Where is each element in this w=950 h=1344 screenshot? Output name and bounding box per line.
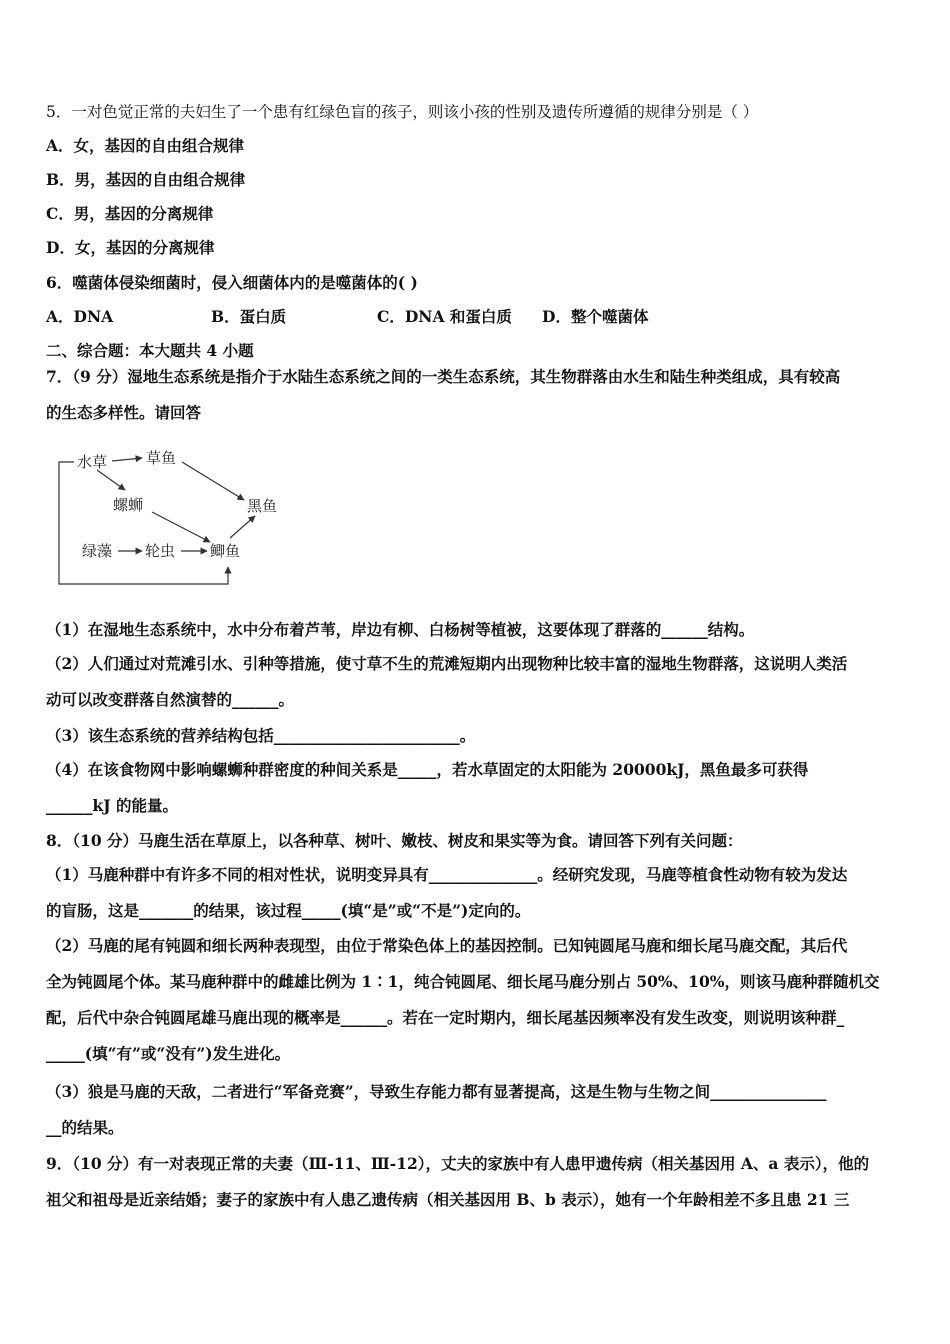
q6-option-d: D．整个噬菌体 xyxy=(542,307,649,326)
q6-options-row xyxy=(46,307,906,327)
q7-part2-line1: （2）人们通过对荒滩引水、引种等措施，使寸草不生的荒滩短期内出现物种比较丰富的湿地生物群落，这说明人类活 xyxy=(46,654,848,673)
q7-part1: （1）在湿地生态系统中，水中分布着芦苇，岸边有柳、白杨树等植被，这要体现了群落的______结构。 xyxy=(46,620,755,639)
q6-stem: 6．噬菌体侵染细菌时，侵入细菌体内的是噬菌体的( ) xyxy=(46,273,418,292)
q7-part2-line2: 动可以改变群落自然演替的______。 xyxy=(46,690,295,709)
edge-luosi-jiyu xyxy=(152,512,210,542)
node-heiyu: 黑鱼 xyxy=(247,497,278,515)
q5-stem: 5．一对色觉正常的夫妇生了一个患有红绿色盲的孩子，则该小孩的性别及遗传所遵循的规律分别是（ ） xyxy=(46,103,759,121)
node-lvzao: 绿藻 xyxy=(82,542,113,560)
q5-option-a: A．女，基因的自由组合规律 xyxy=(46,136,245,155)
q8-stem: 8．（10 分）马鹿生活在草原上，以各种草、树叶、嫩枝、树皮和果实等为食。请回答下列有关问题： xyxy=(46,831,743,850)
q6-option-a: A．DNA xyxy=(46,307,114,326)
q8-part2-line3: 配，后代中杂合钝圆尾雄马鹿出现的概率是______。若在一定时期内，细长尾基因频率没有发生改变，则说明该种群_ xyxy=(46,1008,845,1027)
section-heading: 二、综合题：本大题共 4 小题 xyxy=(46,341,254,360)
q6-option-b: B．蛋白质 xyxy=(211,307,287,326)
food-web-diagram xyxy=(52,440,312,590)
edge-caoyu-heiyu xyxy=(182,462,244,500)
node-jiyu: 鲫鱼 xyxy=(210,542,241,560)
q8-part1-line1: （1）马鹿种群中有许多不同的相对性状，说明变异具有______________。经研究发现，马鹿等植食性动物有较为发达 xyxy=(46,865,848,884)
node-caoyu: 草鱼 xyxy=(146,449,177,467)
node-shuicao: 水草 xyxy=(77,453,108,471)
q8-part1-line2: 的盲肠，这是_______的结果，该过程_____(填“是”或“不是”)定向的。 xyxy=(46,901,531,920)
q8-part2-line4: _____(填“有”或“没有”)发生进化。 xyxy=(46,1044,291,1063)
q9-stem-line1: 9．（10 分）有一对表现正常的夫妻（Ⅲ-11、Ⅲ-12），丈夫的家族中有人患甲遗传病（相关基因用 A、a 表示），他的 xyxy=(46,1154,870,1173)
q8-part3-line2: __的结果。 xyxy=(46,1118,124,1137)
q7-part4-line2: ______kJ 的能量。 xyxy=(46,796,178,815)
q7-part4-line1: （4）在该食物网中影响螺蛳种群密度的种间关系是_____，若水草固定的太阳能为 20000kJ，黑鱼最多可获得 xyxy=(46,760,809,779)
q8-part2-line1: （2）马鹿的尾有钝圆和细长两种表现型，由位于常染色体上的基因控制。已知钝圆尾马鹿和细长尾马鹿交配，其后代 xyxy=(46,936,848,955)
node-lunchong: 轮虫 xyxy=(145,542,176,560)
q7-part3: （3）该生态系统的营养结构包括________________________。 xyxy=(46,726,476,745)
q8-part3-line1: （3）狼是马鹿的天敌，二者进行“军备竞赛”，导致生存能力都有显著提高，这是生物与生物之间_______________ xyxy=(46,1082,827,1101)
q7-stem-line2: 的生态多样性。请回答 xyxy=(46,403,202,422)
q7-stem-line1: 7．（9 分）湿地生态系统是指介于水陆生态系统之间的一类生态系统，其生物群落由水生和陆生种类组成，具有较高 xyxy=(46,367,841,386)
edge-jiyu-heiyu xyxy=(230,516,255,538)
q8-part2-line2: 全为钝圆尾个体。某马鹿种群中的雌雄比例为 1∶1，纯合钝圆尾、细长尾马鹿分别占 50%、10%，则该马鹿种群随机交 xyxy=(46,972,880,991)
edge-shuicao-caoyu xyxy=(112,458,142,461)
q5-option-c: C．男，基因的分离规律 xyxy=(46,204,214,223)
q5-option-b: B．男，基因的自由组合规律 xyxy=(46,170,246,189)
q9-stem-line2: 祖父和祖母是近亲结婚；妻子的家族中有人患乙遗传病（相关基因用 B、b 表示），她有一个年龄相差不多且患 21 三 xyxy=(46,1190,850,1209)
q5-option-d: D．女，基因的分离规律 xyxy=(46,238,215,257)
edge-shuicao-jiyu xyxy=(59,462,228,584)
edge-shuicao-luosi xyxy=(97,470,125,490)
q6-option-c: C．DNA 和蛋白质 xyxy=(377,307,512,326)
node-luosi: 螺蛳 xyxy=(113,496,144,514)
